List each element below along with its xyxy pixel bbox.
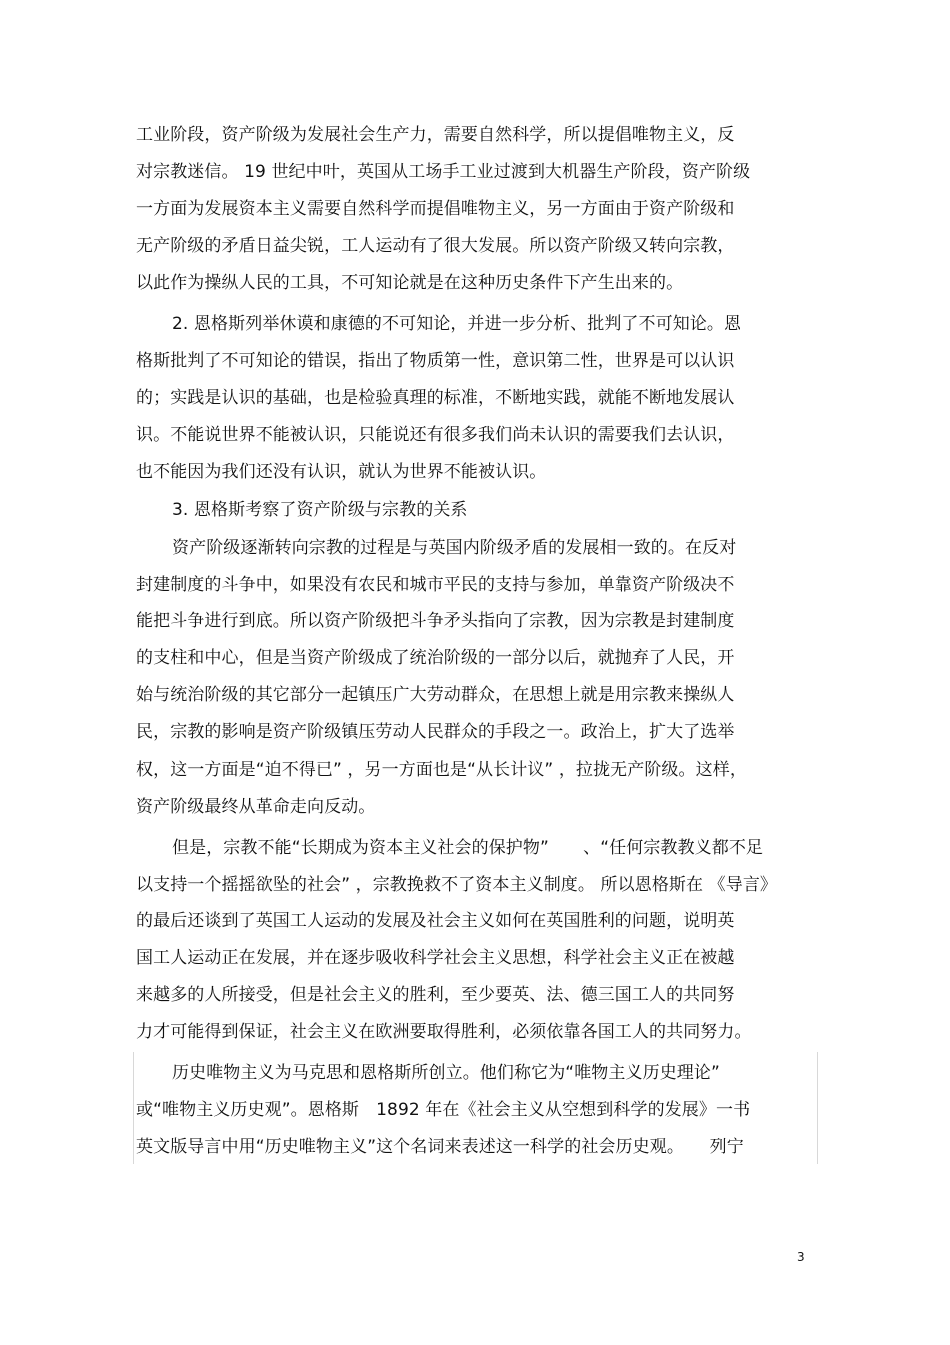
text-line: 也不能因为我们还没有认识，就认为世界不能被认识。	[136, 462, 547, 482]
paragraph-heading: 3. 恩格斯考察了资产阶级与宗教的关系	[172, 500, 468, 520]
text-line: 始与统治阶级的其它部分一起镇压广大劳动群众，在思想上就是用宗教来操纵人	[136, 685, 735, 705]
text-line: 的支柱和中心，但是当资产阶级成了统治阶级的一部分以后，就抛弃了人民，开	[136, 648, 735, 668]
text-line: 历史唯物主义为马克思和恩格斯所创立。他们称它为“唯物主义历史理论”	[172, 1063, 720, 1083]
text-line: 国工人运动正在发展，并在逐步吸收科学社会主义思想，科学社会主义正在被越	[136, 948, 735, 968]
text-line: 能把斗争进行到底。所以资产阶级把斗争矛头指向了宗教，因为宗教是封建制度	[136, 611, 735, 631]
text-line: 以支持一个摇摇欲坠的社会” ，宗教挽救不了资本主义制度。 所以恩格斯在 《导言》	[136, 875, 778, 895]
text-line: 或“唯物主义历史观”。恩格斯 1892 年在《社会主义从空想到科学的发展》一书	[136, 1100, 751, 1120]
text-line: 来越多的人所接受，但是社会主义的胜利，至少要英、法、德三国工人的共同努	[136, 985, 735, 1005]
text-line: 资产阶级逐渐转向宗教的过程是与英国内阶级矛盾的发展相一致的。在反对	[172, 538, 737, 558]
text-line: 一方面为发展资本主义需要自然科学而提倡唯物主义，另一方面由于资产阶级和	[136, 199, 735, 219]
text-line: 民，宗教的影响是资产阶级镇压劳动人民群众的手段之一。政治上，扩大了选举	[136, 722, 735, 742]
text-line: 格斯批判了不可知论的错误，指出了物质第一性，意识第二性，世界是可以认识	[136, 351, 735, 371]
text-line: 识。不能说世界不能被认识，只能说还有很多我们尚未认识的需要我们去认识，	[136, 425, 735, 445]
text-line: 以此作为操纵人民的工具，不可知论就是在这种历史条件下产生出来的。	[136, 273, 684, 293]
text-line: 封建制度的斗争中，如果没有农民和城市平民的支持与参加，单靠资产阶级决不	[136, 575, 735, 595]
paragraph-heading: 2. 恩格斯列举休谟和康德的不可知论，并进一步分析、批判了不可知论。恩	[172, 314, 742, 334]
text-line: 英文版导言中用“历史唯物主义”这个名词来表述这一科学的社会历史观。 列宁	[136, 1137, 744, 1157]
text-line: 力才可能得到保证，社会主义在欧洲要取得胜利，必须依靠各国工人的共同努力。	[136, 1022, 752, 1042]
text-line: 权，这一方面是“迫不得已” ，另一方面也是“从长计议” ，拉拢无产阶级。这样，	[136, 760, 747, 780]
text-line: 但是，宗教不能“长期成为资本主义社会的保护物” 、“任何宗教教义都不足	[172, 838, 764, 858]
text-line: 的；实践是认识的基础，也是检验真理的标准，不断地实践，就能不断地发展认	[136, 388, 735, 408]
page-number: 3	[797, 1250, 805, 1264]
text-line: 无产阶级的矛盾日益尖锐，工人运动有了很大发展。所以资产阶级又转向宗教，	[136, 236, 735, 256]
text-line: 对宗教迷信。 19 世纪中叶，英国从工场手工业过渡到大机器生产阶段，资产阶级	[136, 162, 751, 182]
text-line: 的最后还谈到了英国工人运动的发展及社会主义如何在英国胜利的问题，说明英	[136, 911, 735, 931]
text-line: 工业阶段，资产阶级为发展社会生产力，需要自然科学，所以提倡唯物主义，反	[136, 125, 735, 145]
text-line: 资产阶级最终从革命走向反动。	[136, 797, 376, 817]
